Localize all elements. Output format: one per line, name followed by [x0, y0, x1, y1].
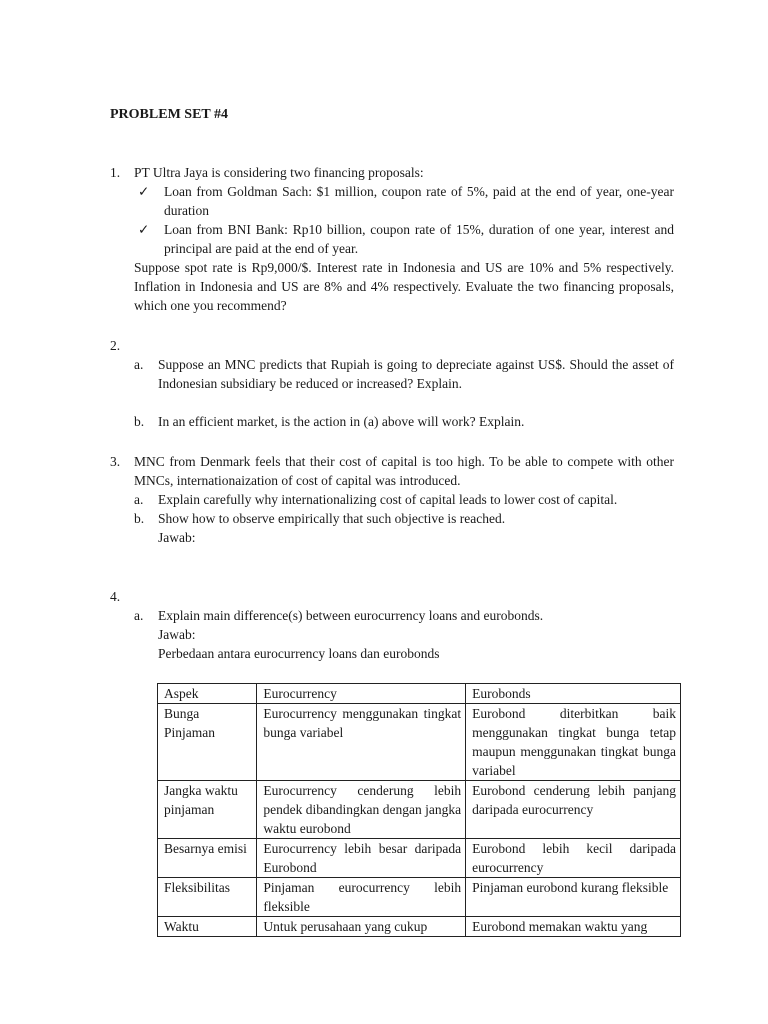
question-1	[110, 163, 674, 315]
table-header-row	[158, 684, 681, 704]
table-cell: Bunga Pinjaman	[158, 704, 257, 781]
table-row	[158, 839, 681, 878]
question-1-intro: PT Ultra Jaya is considering two financing proposals:	[134, 165, 424, 180]
part-text: Explain main difference(s) between eurocurrency loans and eurobonds.	[158, 608, 544, 623]
checkmark-icon: ✓	[138, 184, 150, 199]
part-label: a.	[134, 357, 144, 372]
part-label: b.	[134, 414, 145, 429]
list-item-text: Loan from Goldman Sach: $1 million, coupon rate of 5%, paid at the end of year, one-year duration	[164, 184, 674, 218]
question-number: 3.	[110, 454, 121, 469]
list-item	[134, 220, 674, 258]
table-row	[158, 704, 681, 781]
table-header: Eurocurrency	[257, 684, 466, 704]
table-header: Eurobonds	[466, 684, 681, 704]
answer-label: Jawab:	[158, 627, 196, 642]
table-cell: Eurocurrency lebih besar daripada Eurobond	[257, 839, 466, 878]
answer-intro: Perbedaan antara eurocurrency loans dan eurobonds	[158, 646, 440, 661]
list-item	[134, 182, 674, 220]
table-cell: Eurobond lebih kecil daripada eurocurrency	[466, 839, 681, 878]
table-cell: Pinjaman eurobond kurang fleksible	[466, 878, 681, 917]
table-cell: Eurocurrency menggunakan tingkat bunga variabel	[257, 704, 466, 781]
question-1-paragraph: Suppose spot rate is Rp9,000/$. Interest rate in Indonesia and US are 10% and 5% respectively. Inflation in Indonesia and US are 8% and 4% respectively. Evaluate the two financing proposals, which one you recommend?	[134, 260, 674, 313]
part-label: a.	[134, 492, 144, 507]
question-3	[110, 452, 674, 547]
table-row	[158, 878, 681, 917]
table-cell: Untuk perusahaan yang cukup	[257, 917, 466, 937]
table-cell: Fleksibilitas	[158, 878, 257, 917]
table-cell: Eurobond diterbitkan baik menggunakan tingkat bunga tetap maupun menggunakan tingkat bunga variabel	[466, 704, 681, 781]
table-cell: Eurocurrency cenderung lebih pendek dibandingkan dengan jangka waktu eurobond	[257, 781, 466, 839]
list-item-text: Loan from BNI Bank: Rp10 billion, coupon rate of 15%, duration of one year, interest and principal are paid at the end of year.	[164, 222, 674, 256]
question-2-part-a	[110, 355, 674, 393]
table-cell: Eurobond memakan waktu yang	[466, 917, 681, 937]
checkmark-icon: ✓	[138, 222, 150, 237]
table-cell: Waktu	[158, 917, 257, 937]
table-row	[158, 781, 681, 839]
question-3-intro: MNC from Denmark feels that their cost of capital is too high. To be able to compete with other MNCs, internationaization of cost of capital was introduced.	[134, 454, 674, 488]
table-cell: Jangka waktu pinjaman	[158, 781, 257, 839]
question-number: 2.	[110, 338, 121, 353]
comparison-table	[157, 683, 681, 937]
part-label: b.	[134, 511, 145, 526]
table-cell: Besarnya emisi	[158, 839, 257, 878]
table-row	[158, 917, 681, 937]
answer-label: Jawab:	[158, 530, 196, 545]
question-number: 1.	[110, 165, 121, 180]
question-4-part-a	[110, 606, 674, 663]
question-number: 4.	[110, 589, 121, 604]
part-text: In an efficient market, is the action in (a) above will work? Explain.	[158, 414, 525, 429]
table-header: Aspek	[158, 684, 257, 704]
table-cell: Eurobond cenderung lebih panjang daripada eurocurrency	[466, 781, 681, 839]
part-text: Show how to observe empirically that such objective is reached.	[158, 511, 506, 526]
table-cell: Pinjaman eurocurrency lebih fleksible	[257, 878, 466, 917]
page-title: PROBLEM SET #4	[110, 107, 228, 122]
part-label: a.	[134, 608, 144, 623]
question-2-part-b	[110, 412, 674, 431]
part-text: Suppose an MNC predicts that Rupiah is going to depreciate against US$. Should the asset of Indonesian subsidiary be reduced or increased? Explain.	[158, 357, 674, 391]
part-text: Explain carefully why internationalizing cost of capital leads to lower cost of capital.	[158, 492, 618, 507]
